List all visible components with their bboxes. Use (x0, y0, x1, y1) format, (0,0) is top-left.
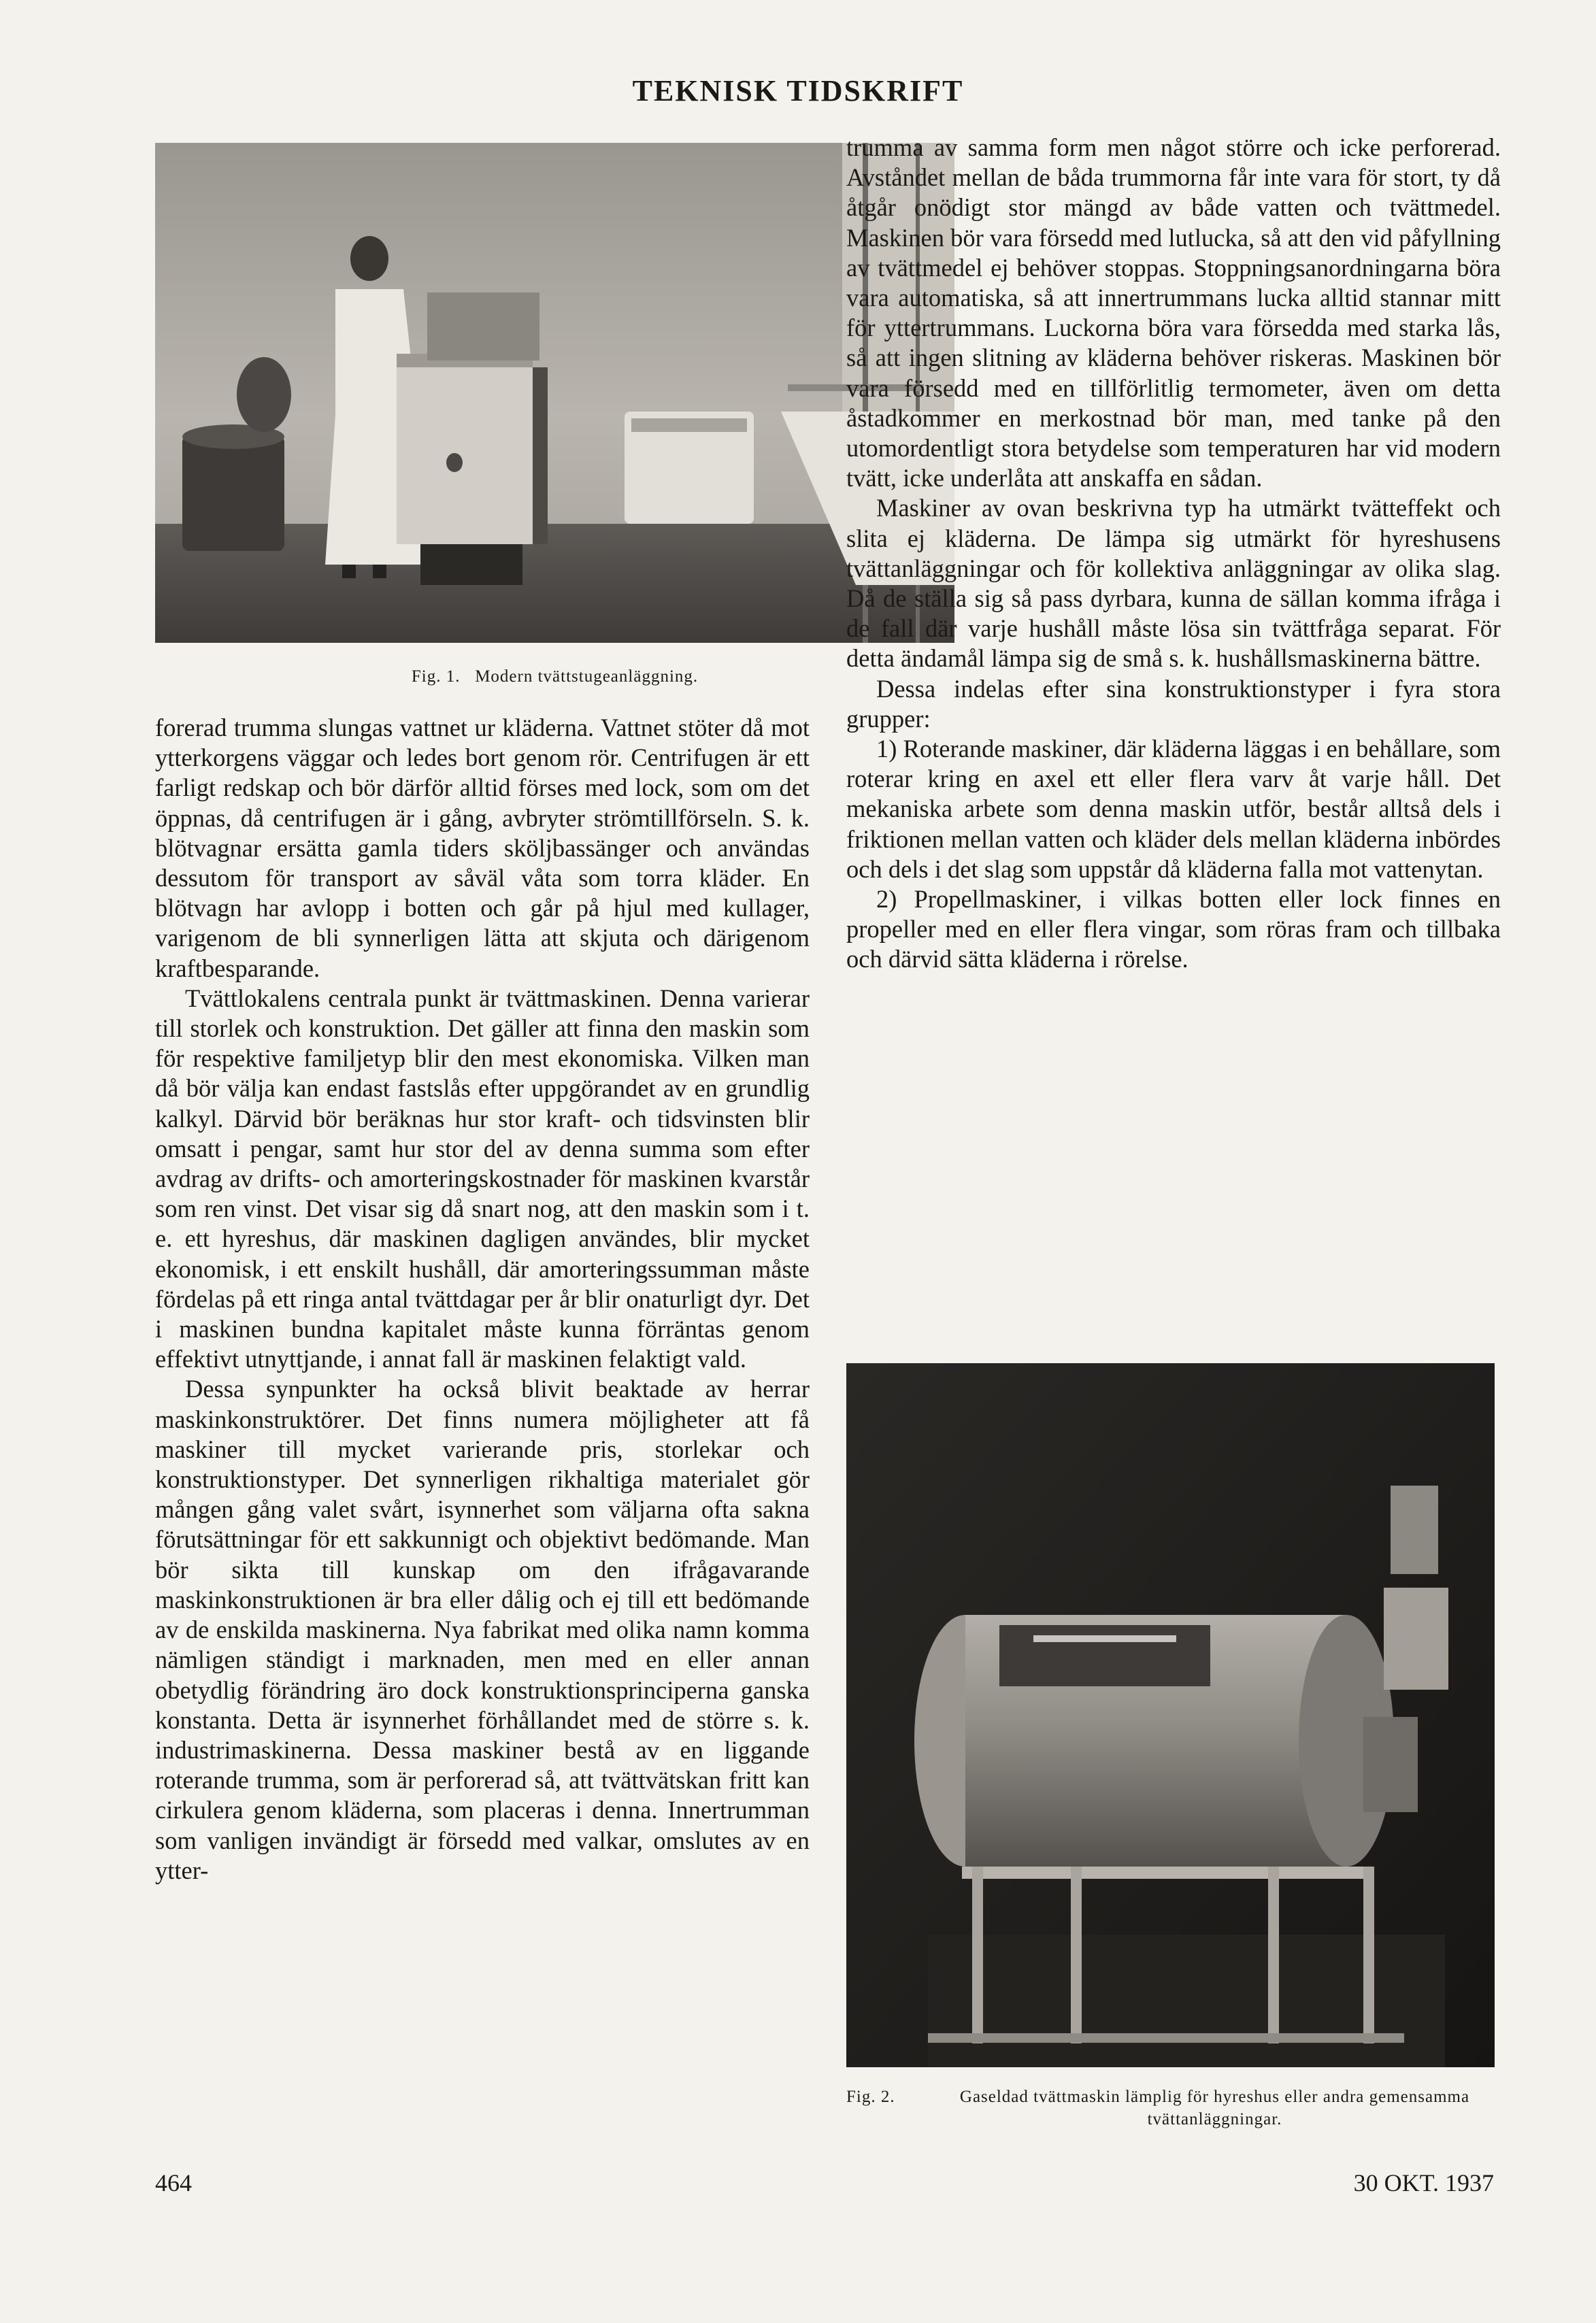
paragraph: Dessa synpunkter ha också blivit beaktade av herrar maskinkonstruktörer. Det finns numera möjligheter att få maskiner till mycket varierande pris, storlekar och konstruktionstyper. Det synnerligen rikhaltiga materialet gör mången gång valet svårt, isynnerhet som väljarna ofta sakna förutsättningar för ett sakkunnigt och objektivt bedömande. Man bör sikta till kunskap om den ifrågavarande maskinkonstruktionen är bra eller dålig och ej till ett bedömande av de enskilda maskinerna. Nya fabrikat med olika namn komma nämligen ständigt i marknaden, men med en eller annan obetydlig förändring äro dock konstruktionsprinciperna ganska konstanta. Detta är isynnerhet förhållandet med de större s. k. industrimaskinerna. Dessa maskiner bestå av en liggande roterande trumma, som är perforerad så, att tvättvätskan fritt kan cirkulera genom kläderna, som placeras i denna. Innertrumman som vanligen invändigt är försedd med valkar, omslutes av en ytter- (155, 1375, 810, 1884)
paragraph: Tvättlokalens centrala punkt är tvättmaskinen. Denna varierar till storlek och konstruktion. Det gäller att finna den maskin som för respektive familjetyp blir den mest ekonomiska. Vilken man då bör välja kan endast fastslås efter uppgörandet av en grundlig kalkyl. Därvid bör beräknas hur stor kraft- och tidsvinsten blir omsatt i pengar, samt hur stor del av denna summa som efter avdrag av drifts- och amorteringskostnader för maskinen kvarstår som ren vinst. Det visar sig då snart nog, att den maskin som i t. e. ett hyreshus, där maskinen dagligen användes, blir mycket ekonomisk, i ett enskilt hushåll, där amorteringssumman måste fördelas på ett ringa antal tvättdagar per år blir onaturligt dyr. Det i maskinen bundna kapitalet måste kunna förräntas genom effektivt utnyttjande, i annat fall är maskinen felaktigt vald. (155, 984, 810, 1373)
figure-2-caption-text: Gaseldad tvättmaskin lämplig för hyreshus eller andra gemensamma tvättanläggningar. (959, 2088, 1470, 2128)
paragraph: Maskiner av ovan beskrivna typ ha utmärkt tvätteffekt och slita ej kläderna. De lämpa sig utmärkt för hyreshusens tvättanläggningar och för kollektiva anläggningar av olika slag. Då de ställa sig så pass dyrbara, kunna de sällan komma ifråga i de fall där varje hushåll måste lösa sin tvättfråga separat. För detta ändamål lämpa sig de små s. k. hushållsmaskinerna bättre. (846, 494, 1501, 673)
figure-2-photo (846, 1363, 1495, 2067)
figure-1-caption (155, 665, 954, 688)
text-column-right (846, 133, 1501, 975)
text-column-left (155, 713, 810, 1886)
figure-2-label: Fig. 2. (846, 2088, 895, 2106)
figure-1-caption-text: Modern tvättstugeanläggning. (475, 667, 699, 686)
page-number: 464 (155, 2169, 192, 2196)
paragraph: 2) Propellmaskiner, i vilkas botten eller lock finnes en propeller med en eller flera vingar, som röras fram och tillbaka och därvid sätta kläderna i rörelse. (846, 885, 1501, 973)
paragraph: trumma av samma form men något större och icke perforerad. Avståndet mellan de båda trummorna får inte vara för stort, ty då åtgår onödigt stor mängd av både vatten och tvättmedel. Maskinen bör vara försedd med lutlucka, så att den vid påfyllning av tvättmedel ej behöver stoppas. Stoppningsanordningarna böra vara automatiska, så att innertrummans lucka alltid stannar mitt för yttertrummans. Luckorna böra vara försedda med starka lås, så att ingen slitning av kläderna behöver riskeras. Maskinen bör vara försedd med en tillförlitlig termometer, även om detta åstadkommer en merkostnad bör man, med tanke på den utomordentligt stora betydelse som temperaturen har vid modern tvätt, icke underlåta att anskaffa en sådan. (846, 133, 1501, 492)
paragraph: Dessa indelas efter sina konstruktionstyper i fyra stora grupper: (846, 674, 1501, 733)
paragraph: 1) Roterande maskiner, där kläderna läggas i en behållare, som roterar kring en axel ett eller flera varv åt varje håll. Det mekaniska arbete som denna maskin utför, består alltså dels i friktionen mellan vatten och kläder dels mellan kläderna inbördes och dels i det slag som uppstår då kläderna falla mot vattenytan. (846, 735, 1501, 883)
paragraph: forerad trumma slungas vattnet ur kläderna. Vattnet stöter då mot ytterkorgens väggar och ledes bort genom rör. Centrifugen är ett farligt redskap och bör därför alltid förses med lock, som om det öppnas, då centrifugen är i gång, avbryter strömtillförseln. S. k. blötvagnar ersätta gamla tiders sköljbassänger och användas dessutom för transport av såväl våta som torra kläder. En blötvagn har avlopp i botten och går på hjul med kullager, varigenom de bli synnerligen lätta att skjuta och därigenom kraftbesparande. (155, 714, 810, 982)
figure-1-label: Fig. 1. (411, 667, 461, 686)
figure-2-caption (846, 2086, 1495, 2130)
issue-date: 30 OKT. 1937 (1353, 2169, 1494, 2196)
journal-header: TEKNISK TIDSKRIFT (632, 74, 964, 107)
figure-1-photo (155, 143, 954, 643)
